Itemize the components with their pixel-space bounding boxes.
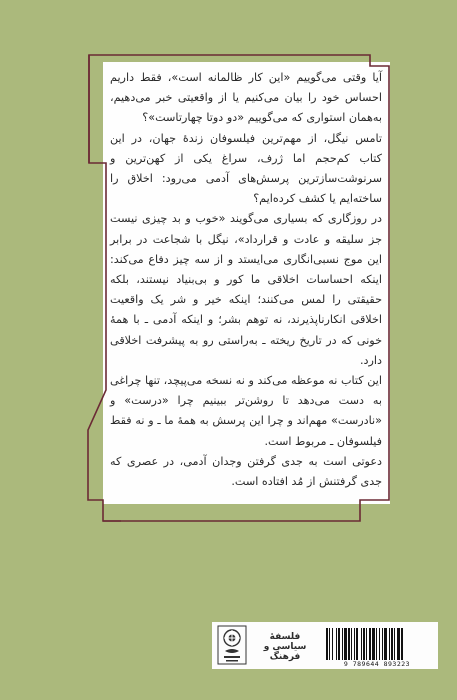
blurb-paragraph: این کتاب نه موعظه می‌کند و نه نسخه می‌پیچد، تنها چراغی به دست می‌دهد تا روشن‌تر ببینیم چرا «درست» و «نادرست» مهم‌اند و چرا این پرسش به همهٔ ما ـ و نه فقط فیلسوفان ـ مربوط است. xyxy=(110,374,382,448)
isbn-number: 9 789644 893223 xyxy=(343,660,411,668)
series-title: فلسفهٔ سیاسی و فرهنگ xyxy=(263,632,307,662)
blurb-paragraph: آیا وقتی می‌گوییم «این کار ظالمانه است»، فقط داریم احساس خود را بیان می‌کنیم یا از واقعیتی خبر می‌دهیم، به‌همان استواری که می‌گوییم «دو دوتا چهارتاست»؟ xyxy=(110,71,382,125)
blurb-paragraph: در روزگاری که بسیاری می‌گویند «خوب و بد چیزی نیست جز سلیقه و عادت و قرارداد»، نیگل با شجاعت در برابر این موج نسبی‌انگاری می‌ایستد و از سه چیز دفاع می‌کند: اینکه احساسات اخلاقی ما کور و بی‌بنیاد نیستند، بلکه حقیقتی را لمس می‌کنند؛ اینکه خیر و شر یک واقعیت اخلاقی انکارناپذیرند، نه توهم بشر؛ و اینکه آدمی ـ با همهٔ خونی که در تاریخ ریخته ـ به‌راستی رو به پیشرفت اخلاقی دارد. xyxy=(110,212,382,367)
publisher-emblem-icon xyxy=(217,625,247,665)
blurb-text xyxy=(110,68,382,492)
blurb-paragraph: دعوتی است به جدی گرفتن وجدان آدمی، در عصری که جدی گرفتنش از مُد افتاده است. xyxy=(110,454,382,489)
barcode-icon xyxy=(322,626,432,662)
blurb-paragraph: تامس نیگل، از مهم‌ترین فیلسوفان زندهٔ جهان، در این کتاب کم‌حجم اما ژرف، سراغ یکی از کهن‌ترین و سرنوشت‌سازترین پرسش‌های آدمی می‌رود: اخلاق را ساخته‌ایم یا کشف کرده‌ایم؟ xyxy=(110,131,382,206)
